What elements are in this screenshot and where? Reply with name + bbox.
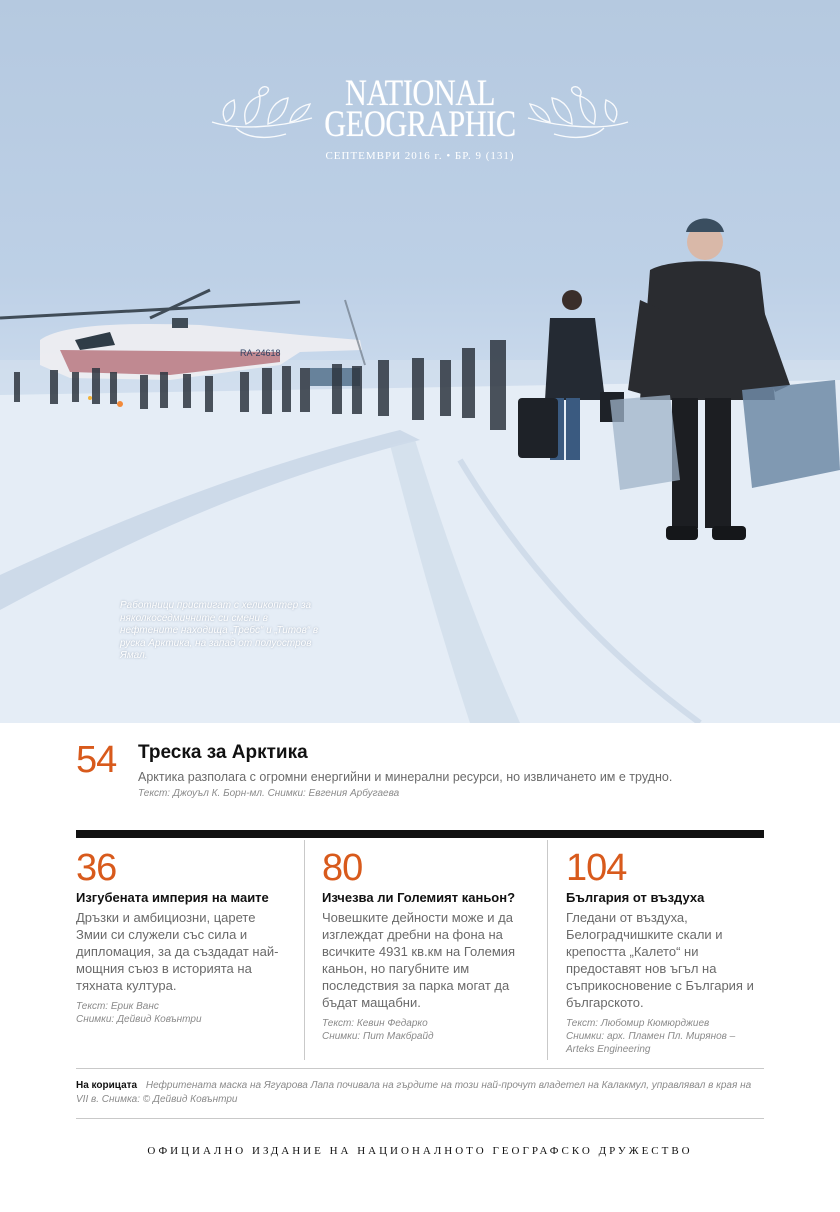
svg-text:RA-24618: RA-24618 bbox=[240, 348, 281, 358]
article-entry[interactable] bbox=[566, 848, 766, 1056]
masthead bbox=[0, 73, 840, 162]
article-entry[interactable] bbox=[76, 848, 286, 1026]
cover-text: Нефритената маска на Ягуарова Лапа почивала на гърдите на този най-прочут владетел на Калакмул, управлявал в края на VII в. bbox=[76, 1080, 752, 1105]
photo-caption: Работници пристигат с хеликоптер за няколкоседмичните си смени в нефтените находища „Требс“ и „Титов“ в руска Арктика, на запад от полуостров Ямал. bbox=[120, 600, 319, 661]
article-title: България от въздуха bbox=[566, 890, 705, 905]
article-credit-photo: Снимки: Пит Макбрайд bbox=[322, 1031, 434, 1042]
article-entry[interactable] bbox=[322, 848, 532, 1043]
feature-dek: Арктика разполага с огромни енергийни и минерални ресурси, но извличането им е трудно. bbox=[138, 770, 673, 784]
cover-label: На корицата bbox=[76, 1080, 138, 1091]
issue-date: СЕПТЕМВРИ 2016 г. • БР. 9 (131) bbox=[325, 150, 515, 162]
article-text: Човешките дейности може и да изглеждат дребни на фона на всичките 4931 кв.км на Големия каньон, но пагубните им последствия за парка могат да бъдат мащабни. bbox=[322, 910, 516, 1010]
article-credit-text: Текст: Кевин Федарко bbox=[322, 1018, 428, 1029]
article-credit-photo: Снимки: арх. Пламен Пл. Мирянов – Arteks Engineering bbox=[566, 1031, 736, 1055]
feature-title: Треска за Арктика bbox=[138, 742, 308, 763]
article-page-number: 104 bbox=[566, 847, 627, 889]
brand-line-1: NATIONAL bbox=[344, 73, 496, 114]
feature-page-number: 54 bbox=[76, 739, 117, 781]
section-divider bbox=[76, 830, 764, 838]
article-title: Изчезва ли Големият каньон? bbox=[322, 890, 516, 905]
divider bbox=[76, 1068, 764, 1069]
feature-credits: Текст: Джоуъл К. Борн-мл. Снимки: Евгения Арбугаева bbox=[138, 788, 400, 799]
footer-tagline: ОФИЦИАЛНО ИЗДАНИЕ НА НАЦИОНАЛНОТО ГЕОГРАФСКО ДРУЖЕСТВО bbox=[147, 1145, 693, 1157]
article-text: Дръзки и амбициозни, царете Змии си служели със сила и дипломация, за да създадат най-мощния съюз в историята на тяхната култура. bbox=[76, 910, 279, 993]
column-divider bbox=[547, 840, 548, 1060]
article-page-number: 36 bbox=[76, 847, 117, 889]
cover-credit: Снимка: © Дейвид Ковънтри bbox=[101, 1094, 238, 1105]
brand-line-2: GEOGRAPHIC bbox=[324, 104, 516, 145]
article-credit-text: Текст: Ерик Ванс bbox=[76, 1001, 159, 1012]
article-title: Изгубената империя на маите bbox=[76, 890, 269, 905]
cover-note bbox=[76, 1079, 766, 1107]
divider bbox=[76, 1118, 764, 1119]
brand-logo bbox=[76, 73, 765, 145]
article-credit-text: Текст: Любомир Кюмюрджиев bbox=[566, 1018, 710, 1029]
article-page-number: 80 bbox=[322, 847, 363, 889]
column-divider bbox=[304, 840, 305, 1060]
article-credit-photo: Снимки: Дейвид Ковънтри bbox=[76, 1014, 202, 1025]
article-text: Гледани от въздуха, Белоградчишките скали и крепостта „Калето“ ни предоставят нов ъгъл на съприкосновение с България и българското. bbox=[566, 910, 754, 1010]
